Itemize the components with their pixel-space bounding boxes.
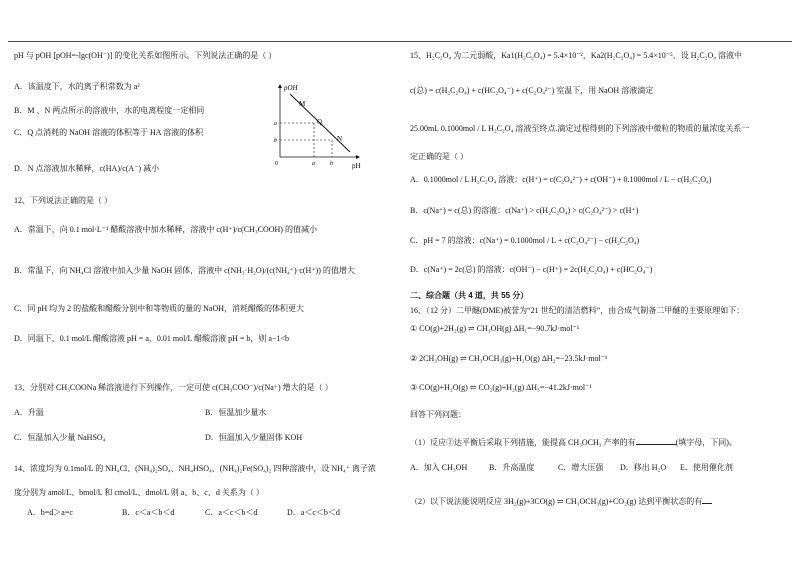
q16-p1-option-e: E．使用催化剂	[680, 463, 733, 472]
question-14-line1: 14、浓度均为 0.1mol/L 的 NH₄Cl、(NH₄)₂SO₄、NH₄HSO₄、(NH₄)₂Fe(SO₄)₂ 四种溶液中，设 NH₄⁺ 离子浓	[14, 464, 376, 473]
graph-ylabel: pOH	[284, 84, 298, 92]
answer-prompt: 回答下列问题：	[410, 410, 466, 419]
q16-part1-text: （1）反应②达平衡后采取下列措施，能提高 CH₃OCH₃ 产率的有	[410, 438, 636, 447]
question-14-line2: 度分别为 amol/L、bmol/L 和 cmol/L、dmol/L 则 a、b、c、d 关系为（ ）	[14, 488, 264, 497]
q13-option-b: B．恒温加少量水	[205, 408, 267, 417]
answer-blank[interactable]	[636, 436, 676, 445]
q12-option-d: D．同温下，0.1 mol/L 醋酸溶液 pH = a，0.01 mol/L 醋酸溶液 pH = b，则 a−1<b	[14, 334, 289, 343]
header-rule	[8, 41, 792, 42]
reaction-1: ① CO(g)+2H₂(g) ⇌ CH₃OH(g) ΔH₁=−90.7kJ·mol⁻¹	[410, 324, 580, 333]
reaction-2: ② 2CH₃OH(g) ⇌ CH₃OCH₃(g)+H₂O(g) ΔH₂=−23.5kJ·mol⁻¹	[410, 354, 608, 363]
poh-ph-graph	[270, 82, 362, 170]
q14-option-a: A．b=d＞a=c	[27, 508, 73, 517]
question-15-line2: c(总) = c(H₂C₂O₄) + c(HC₂O₄⁻) + c(C₂O₄²⁻) 室温下，用 NaOH 溶液滴定	[410, 86, 654, 95]
q15-option-a: A．0.1000mol / L H₂C₂O₄ 溶液：c(H⁺) = c(C₂O₄²⁻) + c(OH⁻) + 0.1000mol / L − c(H₂C₂O₄)	[410, 175, 712, 184]
q12-option-b: B．常温下，向 NH₄Cl 溶液中加入少量 NaOH 固体，溶液中 c(NH₃·H₂O)/(c(NH₄⁺)·c(H⁺)) 的值增大	[14, 266, 355, 275]
q11-option-c: C．Q 点消耗的 NaOH 溶液的体积等于 HA 溶液的体积	[14, 128, 204, 137]
graph-b-y: b	[274, 138, 277, 144]
q11-option-d: D．N 点溶液加水稀释，c(HA)/c(A⁻) 减小	[14, 164, 160, 173]
q14-option-d: D．a＜c＜b＜d	[287, 508, 340, 517]
q16-p1-option-a: A．加入 CH₃OH	[410, 463, 468, 472]
q16-part2-text: （2）以下说法能说明反应 3H₂(g)+3CO(g) ⇌ CH₃OCH₃(g)+CO₂(g) 达到平衡状态的有	[410, 497, 703, 506]
question-15-line1: 15、H₂C₂O₄ 为二元弱酸，Ka1(H₂C₂O₄) = 5.4×10⁻²，Ka2(H₂C₂O₄) = 5.4×10⁻⁵，设 H₂C₂O₄ 溶液中	[410, 51, 743, 60]
graph-a-x: a	[312, 161, 315, 167]
q14-option-c: C．a＜c＜b＜d	[205, 508, 258, 517]
graph-point-q: Q	[317, 118, 323, 126]
q16-part1-end: (填字母，下同)。	[675, 438, 737, 447]
q16-p1-option-b: B．升高温度	[489, 463, 535, 472]
q15-option-c: C．pH = 7 的溶液：c(Na⁺) = 0.1000mol / L + c(C₂O₄²⁻) − c(H₂C₂O₄)	[410, 236, 640, 245]
q12-option-c: C．同 pH 均为 2 的盐酸和醋酸分别中和等物质的量的 NaOH，消耗醋酸的体积更大	[14, 304, 304, 313]
answer-blank-2[interactable]	[702, 495, 712, 504]
graph-a-y: a	[274, 121, 277, 127]
graph-point-m: M	[299, 100, 306, 108]
q13-option-a: A．升温	[14, 408, 44, 417]
q16-part1	[410, 436, 737, 448]
graph-b-x: b	[330, 161, 333, 167]
q15-option-b: B．c(Na⁺) = c(总) 的溶液：c(Na⁺) > c(H₂C₂O₄) > c(C₂O₄²⁻) > c(H⁺)	[410, 206, 639, 215]
q16-p1-option-c: C．增大压强	[558, 463, 604, 472]
q13-option-d: D．恒温加入少量固体 KOH	[205, 433, 303, 442]
q15-option-d: D．c(Na⁺) = 2c(总) 的溶液：c(OH⁻) − c(H⁺) = 2c(H₂C₂O₄) + c(HC₂O₄⁻)	[410, 265, 653, 274]
question-11-intro: pH 与 pOH [pOH=-lgc(OH⁻)] 的变化关系如图所示。下列说法正确的是（ ）	[14, 51, 277, 60]
graph-xlabel: pH	[352, 162, 361, 170]
q16-part2	[410, 495, 712, 507]
q11-option-b: B．M 、N 两点所示的溶液中，水的电离程度一定相同	[14, 106, 205, 115]
question-16-intro: 16、（12 分）二甲醚(DME)被誉为“21 世纪的清洁燃料”，由合成气制备二甲醚的主要原理如下：	[410, 306, 745, 315]
q12-option-a: A．常温下，向 0.1 mol·L⁻¹ 醋酸溶液中加水稀释，溶液中 c(H⁺)/c(CH₃COOH) 的值减小	[14, 225, 317, 234]
question-15-line3: 25.00mL 0.1000mol / L H₂C₂O₄ 溶液至终点.滴定过程得到的下列溶液中微粒的物质的量浓度关系一	[410, 124, 750, 133]
reaction-3: ③ CO(g)+H₂O(g) ⇌ CO₂(g)+H₂(g) ΔH₃=−41.2kJ·mol⁻¹	[410, 383, 592, 392]
graph-origin: 0	[275, 161, 278, 167]
q13-option-c: C．恒温加入少量 NaHSO₄	[14, 433, 106, 442]
question-12: 12、下列说法正确的是（ ）	[14, 196, 112, 205]
section-2-heading: 二、综合题（共 4 道，共 55 分）	[410, 291, 529, 300]
q11-option-a: A．该温度下，水的离子积常数为 a²	[14, 82, 140, 91]
q14-option-b: B．c＜a＜b＜d	[122, 508, 175, 517]
question-15-line4: 定正确的是（ ）	[410, 152, 468, 161]
question-13: 13、分别对 CH₃COONa 稀溶液进行下列操作，一定可使 c(CH₃COO⁻)/c(Na⁺) 增大的是（ ）	[14, 383, 333, 392]
graph-point-n: N	[337, 135, 343, 143]
q16-p1-option-d: D．移出 H₂O	[620, 463, 667, 472]
